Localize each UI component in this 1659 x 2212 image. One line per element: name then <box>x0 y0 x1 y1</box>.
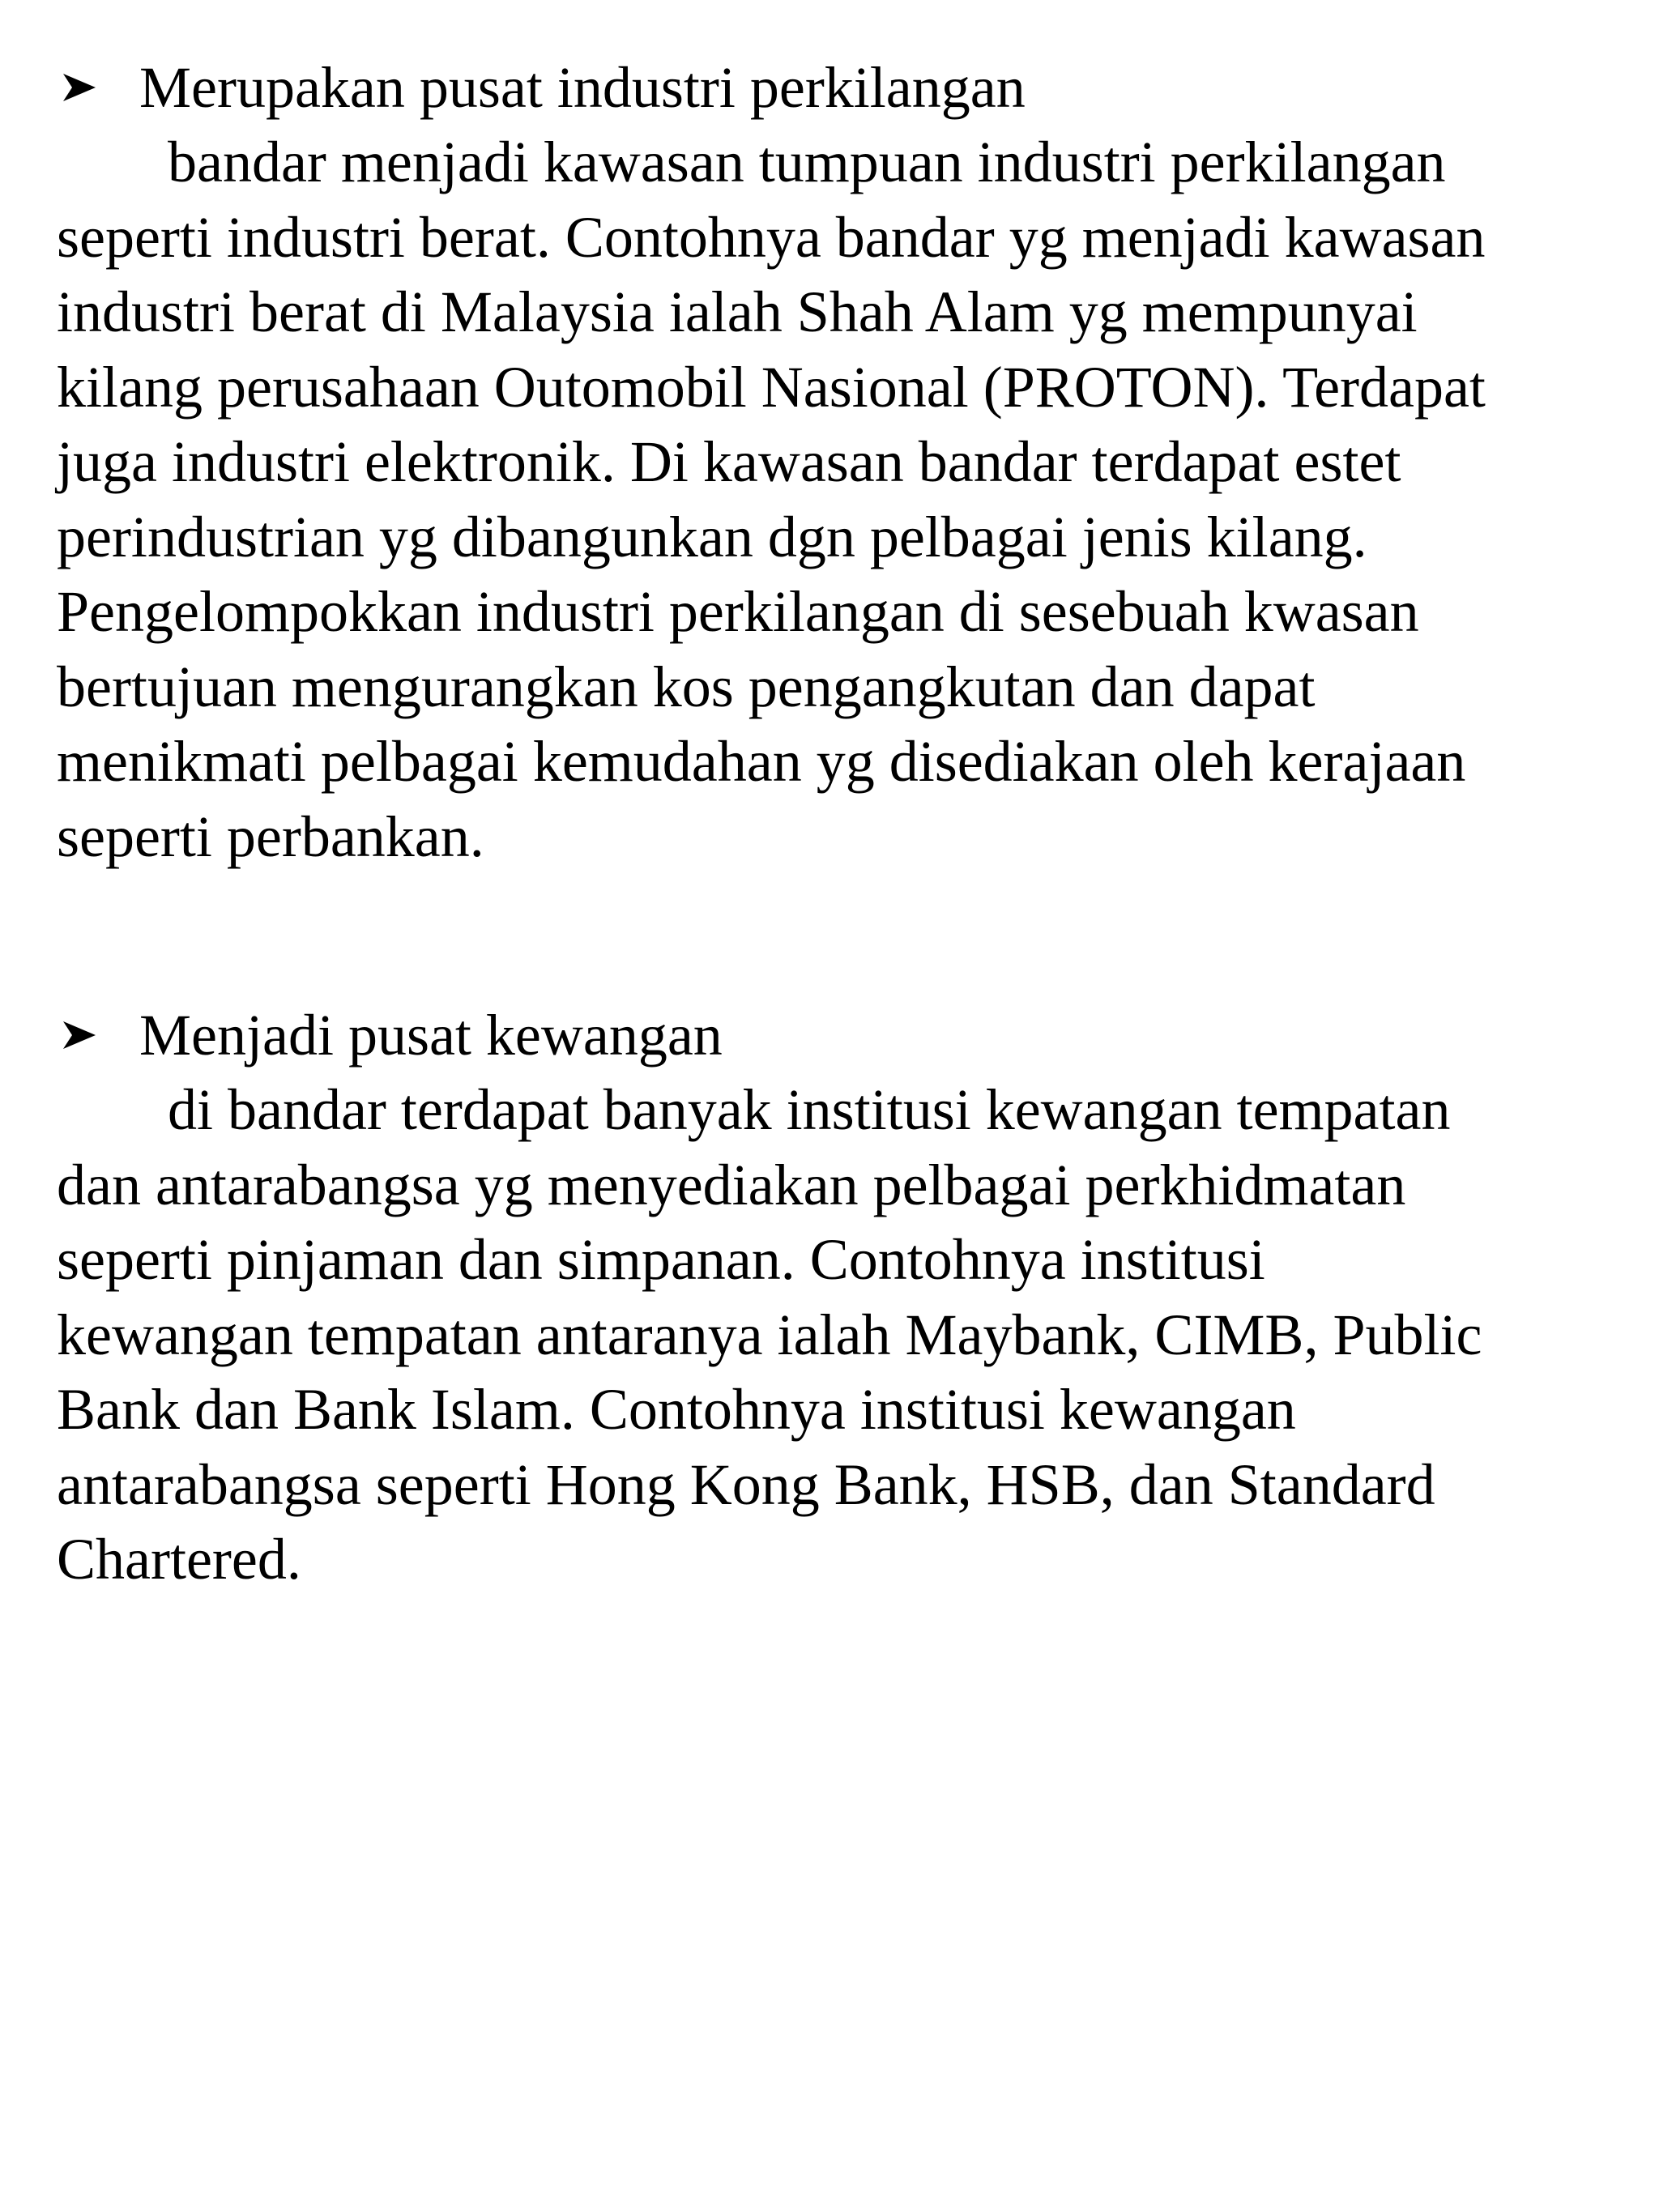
section-heading: Menjadi pusat kewangan <box>139 1003 723 1068</box>
paragraph-line: Pengelompokkan industri perkilangan di sesebuah kwasan <box>57 579 1419 644</box>
paragraph-line: di bandar terdapat banyak institusi kewangan tempatan <box>168 1077 1451 1142</box>
section-kewangan <box>57 998 1620 1597</box>
paragraph-line: juga industri elektronik. Di kawasan bandar terdapat estet <box>57 429 1401 494</box>
section-heading: Merupakan pusat industri perkilangan <box>139 55 1026 120</box>
paragraph-line: antarabangsa seperti Hong Kong Bank, HSB, dan Standard <box>57 1451 1435 1517</box>
paragraph-line: industri berat di Malaysia ialah Shah Alam yg mempunyai <box>57 279 1418 344</box>
paragraph-line: seperti industri berat. Contohnya bandar yg menjadi kawasan <box>57 204 1486 270</box>
paragraph-line: kewangan tempatan antaranya ialah Maybank, CIMB, Public <box>57 1302 1482 1367</box>
bullet-heading <box>57 998 1620 1072</box>
paragraph <box>57 1072 1620 1597</box>
paragraph-line: menikmati pelbagai kemudahan yg disediakan oleh kerajaan <box>57 729 1466 794</box>
arrowhead-bullet-icon <box>57 50 139 125</box>
section-industri <box>57 50 1620 874</box>
paragraph-line: seperti perbankan. <box>57 803 484 869</box>
paragraph-line: Chartered. <box>57 1527 301 1592</box>
paragraph-line: perindustrian yg dibangunkan dgn pelbagai jenis kilang. <box>57 504 1367 569</box>
paragraph-line: bandar menjadi kawasan tumpuan industri perkilangan <box>168 130 1446 194</box>
paragraph <box>57 125 1620 874</box>
paragraph-line: kilang perusahaan Outomobil Nasional (PROTON). Terdapat <box>57 354 1486 420</box>
bullet-heading <box>57 50 1620 125</box>
arrowhead-bullet-icon <box>57 998 139 1072</box>
paragraph-line: Bank dan Bank Islam. Contohnya institusi kewangan <box>57 1377 1296 1442</box>
paragraph-line: bertujuan mengurangkan kos pengangkutan dan dapat <box>57 654 1316 719</box>
paragraph-line: seperti pinjaman dan simpanan. Contohnya institusi <box>57 1227 1265 1292</box>
paragraph-line: dan antarabangsa yg menyediakan pelbagai perkhidmatan <box>57 1152 1406 1217</box>
